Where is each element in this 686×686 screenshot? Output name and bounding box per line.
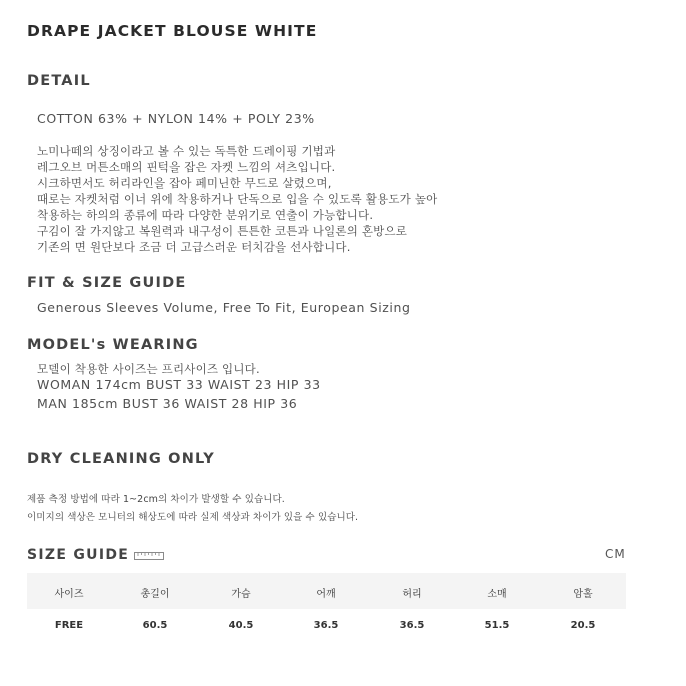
size-guide-heading: SIZE GUIDE bbox=[27, 547, 130, 563]
description-line: 노미나떼의 상징이라고 볼 수 있는 독특한 드레이핑 기법과 bbox=[37, 144, 336, 158]
ruler-icon bbox=[134, 551, 164, 561]
description-line: 시크하면서도 허리라인을 잡아 페미닌한 무드로 살렸으며, bbox=[37, 176, 332, 190]
fit-size-guide-heading: FIT & SIZE GUIDE bbox=[27, 275, 187, 291]
model-size-note: 모델이 착용한 사이즈는 프리사이즈 입니다. bbox=[37, 362, 260, 376]
product-title: DRAPE JACKET BLOUSE WHITE bbox=[27, 22, 318, 40]
cell-length: 60.5 bbox=[142, 620, 168, 631]
cell-chest: 40.5 bbox=[228, 620, 254, 631]
description-line: 기존의 면 원단보다 조금 더 고급스러운 터치감을 선사합니다. bbox=[37, 240, 351, 254]
fabric-composition: COTTON 63% + NYLON 14% + POLY 23% bbox=[37, 111, 315, 126]
cell-size: FREE bbox=[54, 620, 84, 631]
description-line: 구김이 잘 가지않고 복원력과 내구성이 튼튼한 코튼과 나일론의 혼방으로 bbox=[37, 224, 408, 238]
column-header-chest: 가슴 bbox=[231, 589, 251, 600]
dry-cleaning-heading: DRY CLEANING ONLY bbox=[27, 451, 215, 467]
cell-shoulder: 36.5 bbox=[313, 620, 339, 631]
measurement-note: 제품 측정 방법에 따라 1~2cm의 차이가 발생할 수 있습니다. bbox=[27, 494, 285, 505]
column-header-length: 총길이 bbox=[140, 589, 170, 600]
model-wearing-heading: MODEL's WEARING bbox=[27, 337, 199, 353]
description-line: 때로는 자켓처럼 이너 위에 착용하거나 단독으로 입을 수 있도록 활용도가 높아 bbox=[37, 192, 438, 206]
description-line: 착용하는 하의의 종류에 따라 다양한 분위기로 연출이 가능합니다. bbox=[37, 208, 374, 222]
cell-waist: 36.5 bbox=[399, 620, 425, 631]
column-header-waist: 허리 bbox=[402, 589, 422, 600]
column-header-armhole: 암홀 bbox=[573, 589, 593, 600]
column-header-size: 사이즈 bbox=[54, 589, 84, 600]
column-header-sleeve: 소매 bbox=[487, 589, 507, 600]
size-unit-label: CM bbox=[605, 547, 626, 561]
description-line: 레그오브 머튼소매의 핀턱을 잡은 자켓 느낌의 셔츠입니다. bbox=[37, 160, 336, 174]
model-woman-measurements: WOMAN 174cm BUST 33 WAIST 23 HIP 33 bbox=[37, 377, 321, 392]
cell-sleeve: 51.5 bbox=[484, 620, 510, 631]
model-man-measurements: MAN 185cm BUST 36 WAIST 28 HIP 36 bbox=[37, 396, 298, 411]
detail-heading: DETAIL bbox=[27, 73, 91, 89]
color-note: 이미지의 색상은 모니터의 해상도에 따라 실제 색상과 차이가 있을 수 있습니다. bbox=[27, 512, 359, 523]
column-header-shoulder: 어깨 bbox=[316, 589, 336, 600]
fit-description: Generous Sleeves Volume, Free To Fit, European Sizing bbox=[37, 300, 411, 315]
cell-armhole: 20.5 bbox=[570, 620, 596, 631]
